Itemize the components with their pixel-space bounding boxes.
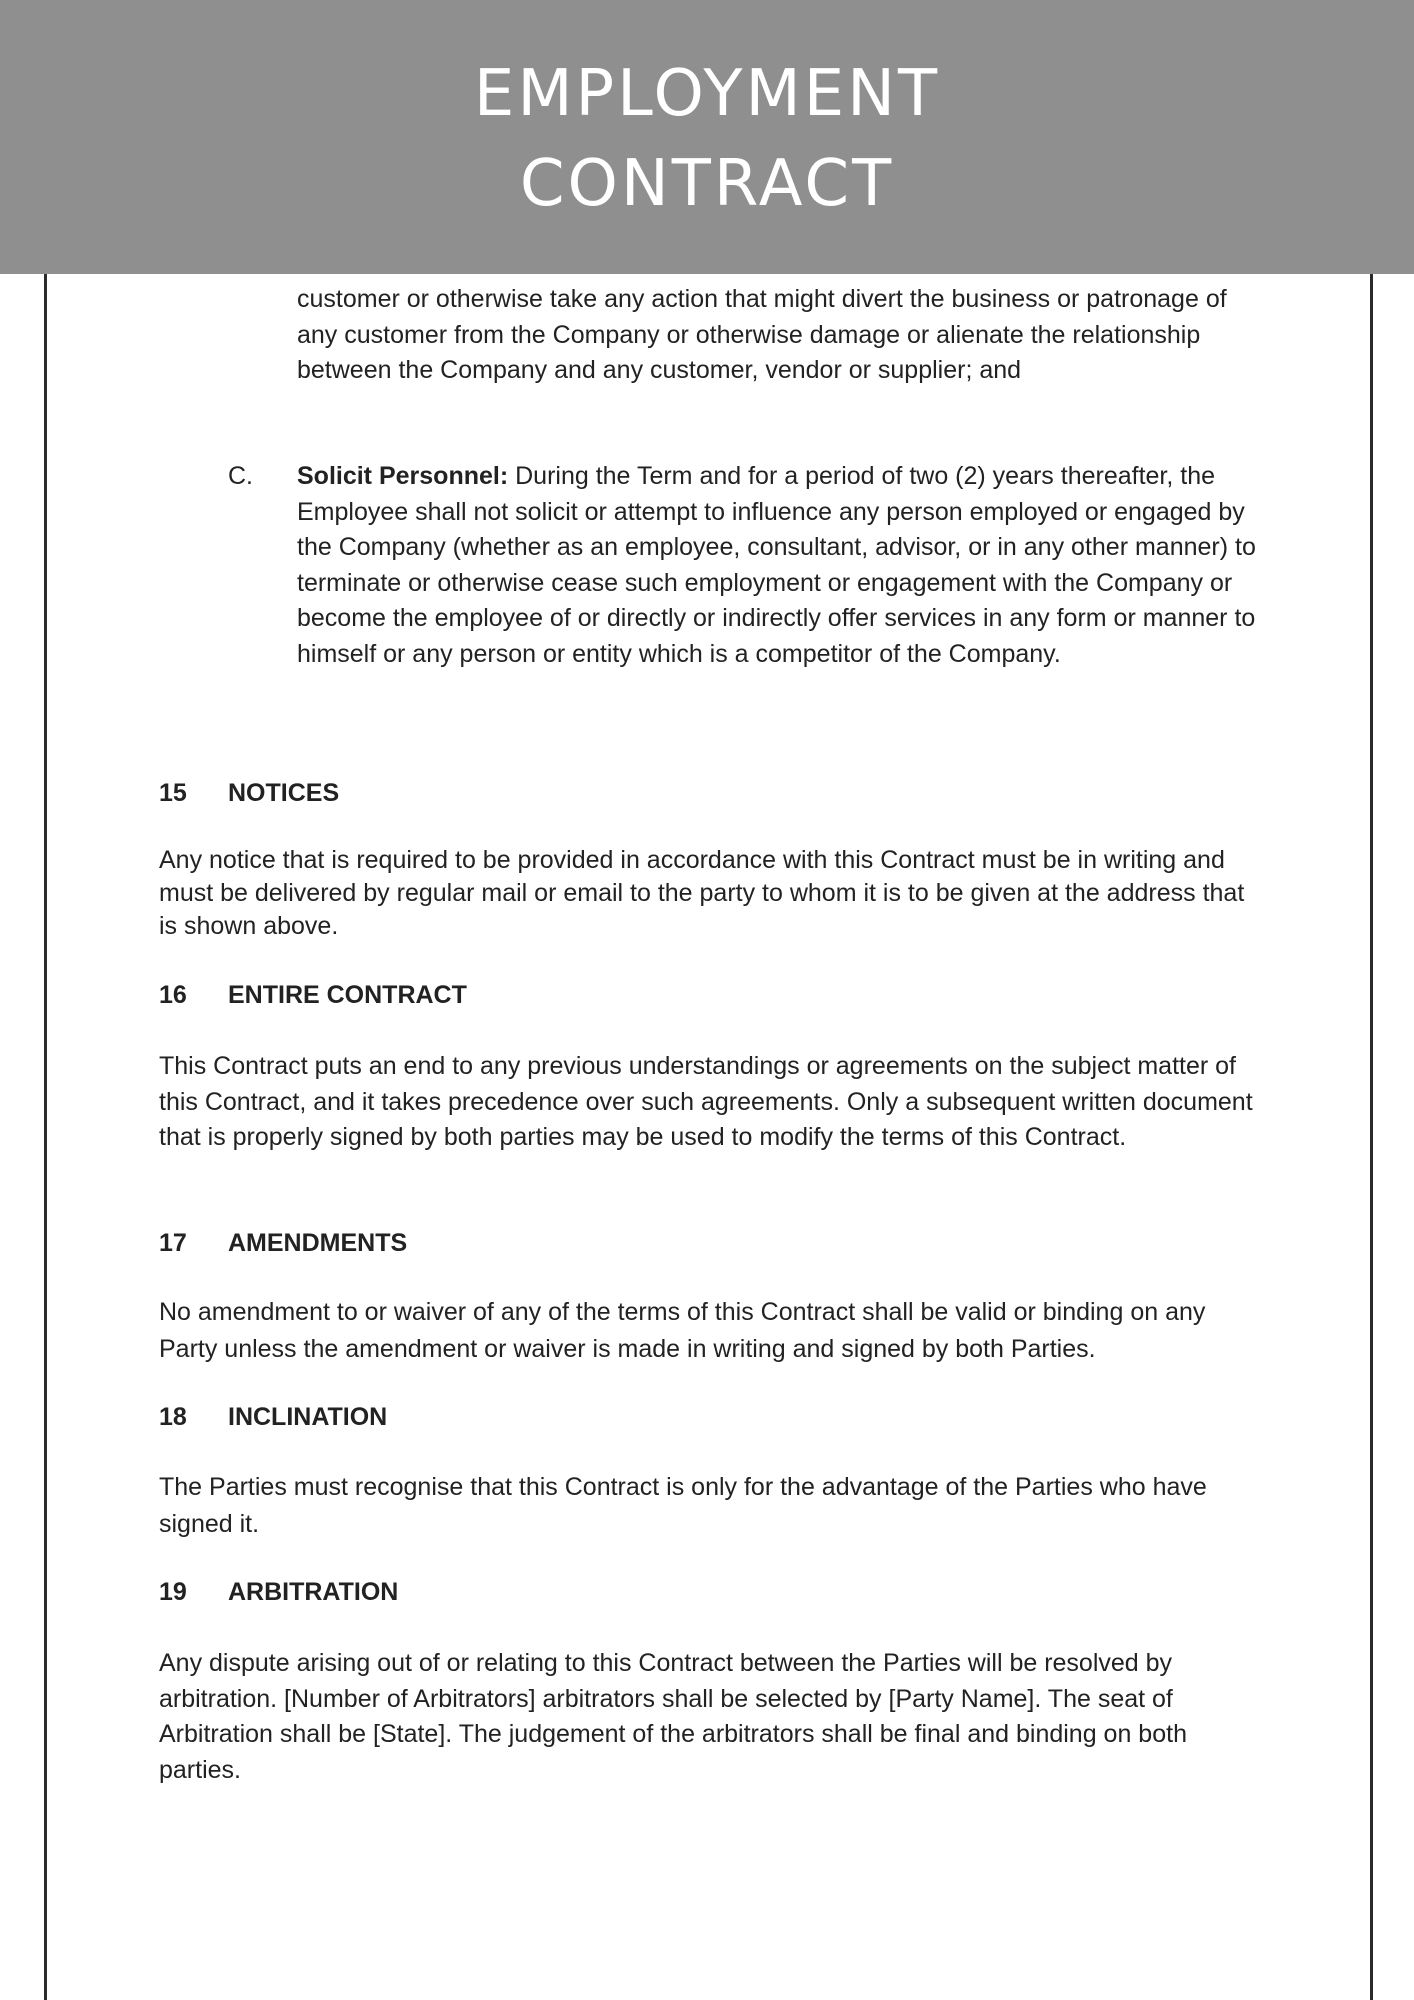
- section-heading: [159, 776, 339, 811]
- document-title-line-1: EMPLOYMENT: [473, 57, 941, 131]
- document-title-line-2: CONTRACT: [519, 147, 895, 221]
- section-number: 15: [159, 779, 187, 807]
- section-title: AMENDMENTS: [228, 1229, 408, 1257]
- section-title: INCLINATION: [228, 1403, 388, 1431]
- section-title: ARBITRATION: [228, 1578, 399, 1606]
- section-body: The Parties must recognise that this Contract is only for the advantage of the Parties who have signed it.: [159, 1473, 1207, 1538]
- section-title: NOTICES: [228, 779, 340, 807]
- section-heading: [159, 1226, 407, 1261]
- section-heading: [159, 1400, 387, 1435]
- clause-item-text: During the Term and for a period of two (2) years thereafter, the Employee shall not solicit or attempt to influence any person employed or engaged by the Company (whether as an employee, consultant, advisor, or in any other manner) to terminate or otherwise cease such employment or engagement with the Company or become the employee of or directly or indirectly offer services in any form or manner to himself or any person or entity which is a competitor of the Company.: [297, 462, 1256, 668]
- clause-item-marker: C.: [228, 462, 253, 490]
- section-number: 19: [159, 1578, 187, 1606]
- section-body: This Contract puts an end to any previous understandings or agreements on the subject matter of this Contract, and it takes precedence over such agreements. Only a subsequent written document that is properly signed by both parties may be used to modify the terms of this Contract.: [159, 1052, 1253, 1151]
- continuation-paragraph: customer or otherwise take any action that might divert the business or patronage of any customer from the Company or otherwise damage or alienate the relationship between the Company and any customer, vendor or supplier; and: [297, 285, 1227, 384]
- section-heading: [159, 978, 467, 1013]
- section-number: 16: [159, 981, 187, 1009]
- section-heading: [159, 1575, 398, 1610]
- section-number: 17: [159, 1229, 187, 1257]
- clause-item-heading: Solicit Personnel:: [297, 462, 509, 490]
- section-number: 18: [159, 1403, 187, 1431]
- section-body: Any dispute arising out of or relating to this Contract between the Parties will be resolved by arbitration. [Number of Arbitrators] arbitrators shall be selected by [Party Name]. The seat of Arbitration shall be [State]. The judgement of the arbitrators shall be final and binding on both parties.: [159, 1649, 1187, 1784]
- section-body: No amendment to or waiver of any of the terms of this Contract shall be valid or binding on any Party unless the amendment or waiver is made in writing and signed by both Parties.: [159, 1298, 1206, 1363]
- section-body: Any notice that is required to be provided in accordance with this Contract must be in writing and must be delivered by regular mail or email to the party to whom it is to be given at the address that is shown above.: [159, 846, 1245, 940]
- clause-item-paragraph: [297, 459, 1257, 672]
- section-title: ENTIRE CONTRACT: [228, 981, 467, 1009]
